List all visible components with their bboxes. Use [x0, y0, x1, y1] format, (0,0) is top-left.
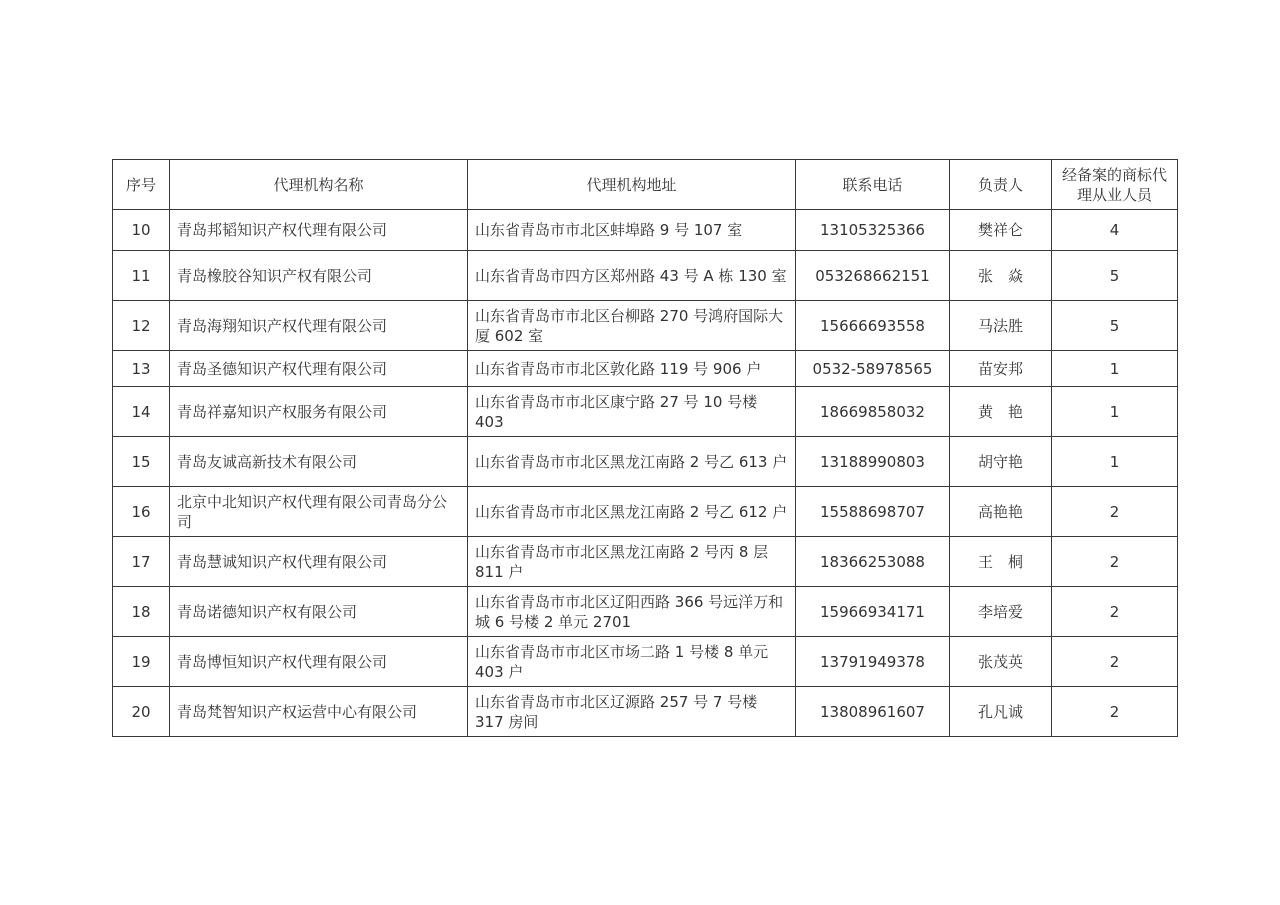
cell-agency-name: 青岛慧诚知识产权代理有限公司 [170, 537, 468, 587]
cell-agency-address: 山东省青岛市市北区康宁路 27 号 10 号楼 403 [468, 387, 796, 437]
cell-contact-person: 黄 艳 [950, 387, 1052, 437]
cell-contact-person: 马法胜 [950, 301, 1052, 351]
cell-agency-address: 山东省青岛市市北区市场二路 1 号楼 8 单元 403 户 [468, 637, 796, 687]
cell-agency-address: 山东省青岛市市北区黑龙江南路 2 号乙 613 户 [468, 437, 796, 487]
cell-contact-person: 樊祥仑 [950, 210, 1052, 251]
table-row [113, 687, 1178, 737]
cell-phone: 13105325366 [796, 210, 950, 251]
table-row [113, 301, 1178, 351]
cell-registered-staff: 5 [1052, 301, 1178, 351]
cell-phone: 0532-58978565 [796, 351, 950, 387]
header-agency-name: 代理机构名称 [170, 160, 468, 210]
cell-agency-name: 青岛祥嘉知识产权服务有限公司 [170, 387, 468, 437]
header-phone: 联系电话 [796, 160, 950, 210]
cell-contact-person: 王 桐 [950, 537, 1052, 587]
cell-registered-staff: 1 [1052, 351, 1178, 387]
cell-agency-name: 青岛梵智知识产权运营中心有限公司 [170, 687, 468, 737]
cell-contact-person: 孔凡诚 [950, 687, 1052, 737]
cell-contact-person: 李培爱 [950, 587, 1052, 637]
cell-registered-staff: 2 [1052, 487, 1178, 537]
cell-phone: 13791949378 [796, 637, 950, 687]
cell-index: 17 [113, 537, 170, 587]
table-body [113, 210, 1178, 737]
table-row [113, 537, 1178, 587]
table-row [113, 637, 1178, 687]
cell-index: 19 [113, 637, 170, 687]
cell-agency-name: 青岛诺德知识产权有限公司 [170, 587, 468, 637]
cell-contact-person: 张 焱 [950, 251, 1052, 301]
cell-agency-address: 山东省青岛市市北区辽源路 257 号 7 号楼 317 房间 [468, 687, 796, 737]
cell-registered-staff: 2 [1052, 637, 1178, 687]
header-agency-address: 代理机构地址 [468, 160, 796, 210]
table-row [113, 437, 1178, 487]
cell-index: 10 [113, 210, 170, 251]
cell-agency-address: 山东省青岛市市北区辽阳西路 366 号远洋万和城 6 号楼 2 单元 2701 [468, 587, 796, 637]
cell-index: 13 [113, 351, 170, 387]
cell-index: 12 [113, 301, 170, 351]
header-row [113, 160, 1178, 210]
cell-index: 11 [113, 251, 170, 301]
cell-phone: 053268662151 [796, 251, 950, 301]
table-row [113, 210, 1178, 251]
table-row [113, 351, 1178, 387]
cell-agency-name: 青岛博恒知识产权代理有限公司 [170, 637, 468, 687]
cell-agency-name: 青岛橡胶谷知识产权有限公司 [170, 251, 468, 301]
cell-contact-person: 张茂英 [950, 637, 1052, 687]
cell-agency-name: 青岛友诚高新技术有限公司 [170, 437, 468, 487]
header-registered-staff: 经备案的商标代理从业人员 [1052, 160, 1178, 210]
cell-contact-person: 高艳艳 [950, 487, 1052, 537]
cell-registered-staff: 2 [1052, 687, 1178, 737]
table-row [113, 487, 1178, 537]
cell-agency-address: 山东省青岛市市北区黑龙江南路 2 号乙 612 户 [468, 487, 796, 537]
agency-registry-table [112, 159, 1178, 737]
cell-index: 18 [113, 587, 170, 637]
cell-index: 16 [113, 487, 170, 537]
header-contact-person: 负责人 [950, 160, 1052, 210]
cell-phone: 13808961607 [796, 687, 950, 737]
cell-agency-name: 青岛圣德知识产权代理有限公司 [170, 351, 468, 387]
cell-agency-name: 青岛邦韬知识产权代理有限公司 [170, 210, 468, 251]
cell-agency-name: 青岛海翔知识产权代理有限公司 [170, 301, 468, 351]
table-header [113, 160, 1178, 210]
cell-phone: 13188990803 [796, 437, 950, 487]
cell-phone: 15966934171 [796, 587, 950, 637]
cell-contact-person: 胡守艳 [950, 437, 1052, 487]
table-row [113, 587, 1178, 637]
cell-registered-staff: 1 [1052, 387, 1178, 437]
table-row [113, 251, 1178, 301]
cell-index: 15 [113, 437, 170, 487]
cell-agency-address: 山东省青岛市四方区郑州路 43 号 A 栋 130 室 [468, 251, 796, 301]
cell-registered-staff: 2 [1052, 587, 1178, 637]
cell-phone: 18366253088 [796, 537, 950, 587]
cell-phone: 18669858032 [796, 387, 950, 437]
cell-agency-address: 山东省青岛市市北区黑龙江南路 2 号丙 8 层 811 户 [468, 537, 796, 587]
header-index: 序号 [113, 160, 170, 210]
cell-index: 14 [113, 387, 170, 437]
cell-agency-address: 山东省青岛市市北区台柳路 270 号鸿府国际大厦 602 室 [468, 301, 796, 351]
table-row [113, 387, 1178, 437]
cell-registered-staff: 1 [1052, 437, 1178, 487]
cell-agency-address: 山东省青岛市市北区蚌埠路 9 号 107 室 [468, 210, 796, 251]
cell-agency-address: 山东省青岛市市北区敦化路 119 号 906 户 [468, 351, 796, 387]
cell-agency-name: 北京中北知识产权代理有限公司青岛分公司 [170, 487, 468, 537]
cell-index: 20 [113, 687, 170, 737]
cell-phone: 15666693558 [796, 301, 950, 351]
cell-contact-person: 苗安邦 [950, 351, 1052, 387]
cell-registered-staff: 2 [1052, 537, 1178, 587]
cell-registered-staff: 5 [1052, 251, 1178, 301]
cell-registered-staff: 4 [1052, 210, 1178, 251]
cell-phone: 15588698707 [796, 487, 950, 537]
